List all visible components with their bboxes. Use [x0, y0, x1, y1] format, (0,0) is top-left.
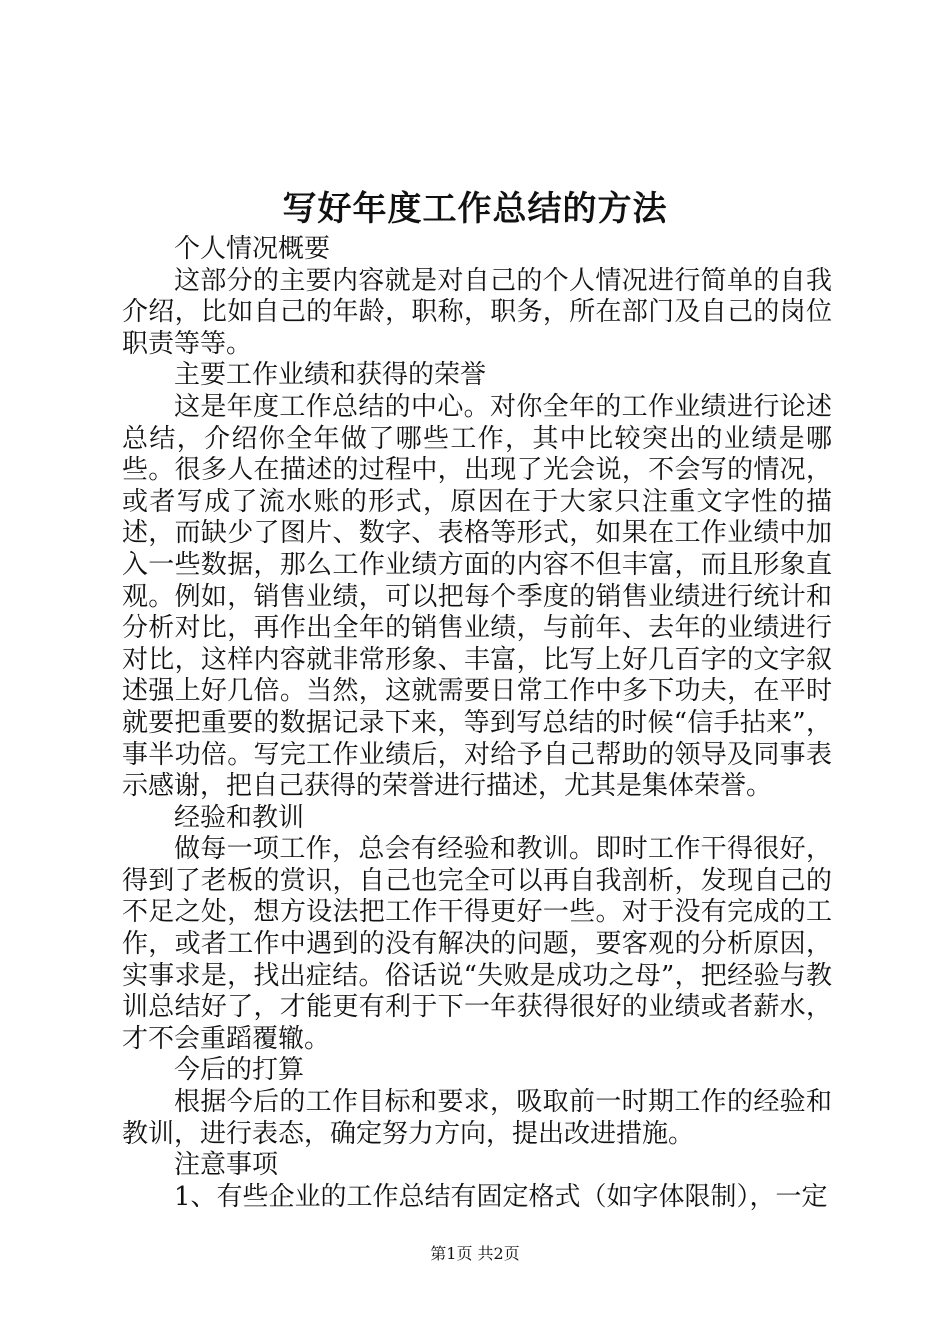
paragraph-lessons: 做每一项工作，总会有经验和教训。即时工作干得很好，得到了老板的赏识，自己也完全可以再自我剖析，发现自己的不足之处，想方设法把工作干得更好一些。对于没有完成的工作，或者工作中遇到的没有解决的问题，要客观的分析原因，实事求是，找出症结。俗话说“失败是成功之母”，把经验与教训总结好了，才能更有利于下一年获得很好的业绩或者薪水，才不会重蹈覆辙。: [122, 834, 832, 1054]
page-number-footer: 第1页 共2页: [430, 1244, 520, 1263]
document-title: 写好年度工作总结的方法: [282, 189, 668, 229]
paragraph-future-plans: 根据今后的工作目标和要求，吸取前一时期工作的经验和教训，进行表态，确定努力方向，提出改进措施。: [122, 1087, 832, 1149]
section-heading-notes: 注意事项: [174, 1150, 279, 1181]
document-body: [122, 234, 832, 1213]
paragraph-personal-overview: 这部分的主要内容就是对自己的个人情况进行简单的自我介绍，比如自己的年龄，职称，职务，所在部门及自己的岗位职责等等。: [122, 265, 832, 359]
paragraph-notes: 1、有些企业的工作总结有固定格式（如字体限制），一定: [174, 1181, 828, 1212]
section-heading-future-plans: 今后的打算: [174, 1055, 305, 1086]
section-heading-achievements: 主要工作业绩和获得的荣誉: [174, 360, 487, 391]
section-heading-lessons: 经验和教训: [174, 802, 305, 833]
paragraph-achievements: 这是年度工作总结的中心。对你全年的工作业绩进行论述总结，介绍你全年做了哪些工作，其中比较突出的业绩是哪些。很多人在描述的过程中，出现了光会说，不会写的情况，或者写成了流水账的形式，原因在于大家只注重文字性的描述，而缺少了图片、数字、表格等形式，如果在工作业绩中加入一些数据，那么工作业绩方面的内容不但丰富，而且形象直观。例如，销售业绩，可以把每个季度的销售业绩进行统计和分析对比，再作出全年的销售业绩，与前年、去年的业绩进行对比，这样内容就非常形象、丰富，比写上好几百字的文字叙述强上好几倍。当然，这就需要日常工作中多下功夫，在平时就要把重要的数据记录下来，等到写总结的时候“信手拈来”，事半功倍。写完工作业绩后，对给予自己帮助的领导及同事表示感谢，把自己获得的荣誉进行描述，尤其是集体荣誉。: [122, 391, 832, 802]
section-heading-personal-overview: 个人情况概要: [174, 234, 331, 264]
